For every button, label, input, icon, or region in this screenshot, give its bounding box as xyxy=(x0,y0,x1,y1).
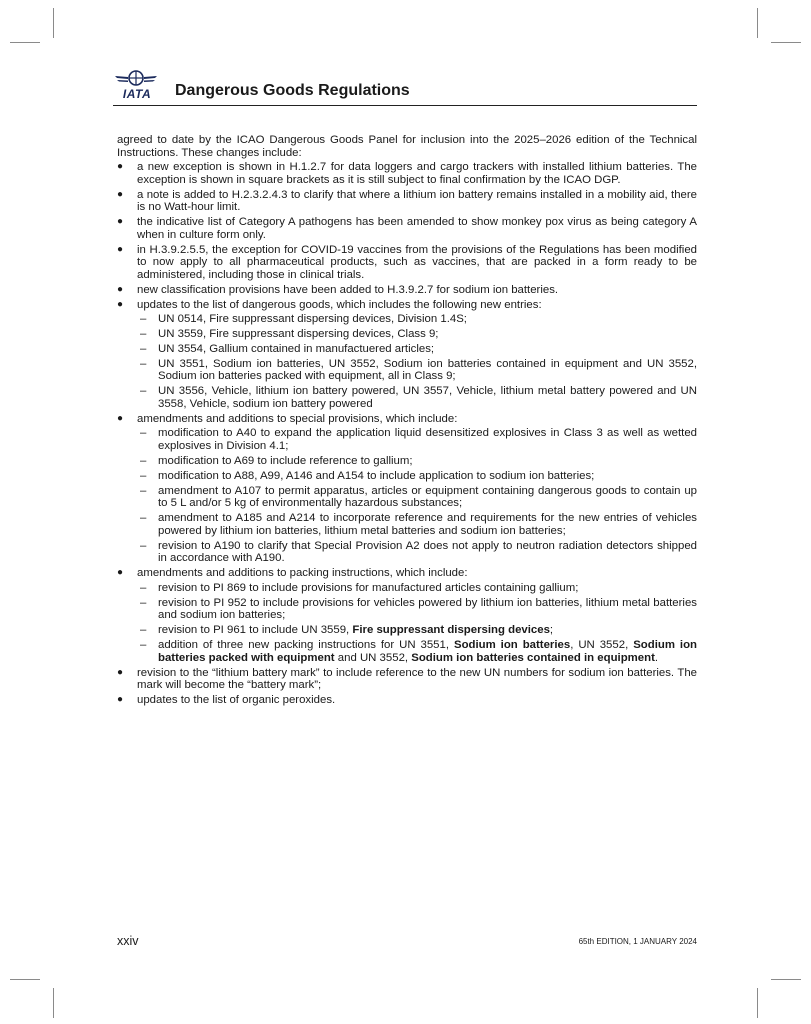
text-segment: . xyxy=(654,651,659,664)
intro-paragraph: agreed to date by the ICAO Dangerous Goods Panel for inclusion into the 2025–2026 edition of the Technical Instructions. These changes include: xyxy=(117,134,697,159)
sub-list-item-text xyxy=(158,313,467,325)
text-segment: amendment to A185 and A214 to incorporate reference and requirements for the new entries of vehicles powered by lithium ion batteries, lithium metal batteries and sodium ion batteries; xyxy=(158,512,697,537)
bullet-icon: ● xyxy=(117,243,124,255)
list-item xyxy=(117,244,697,282)
list-item-text xyxy=(137,694,335,706)
text-segment: revision to PI 869 to include provisions for manufactured articles containing gallium; xyxy=(158,581,579,594)
crop-mark xyxy=(10,979,40,980)
list-item-text xyxy=(137,244,697,281)
text-segment: in H.3.9.2.5.5, the exception for COVID-19 vaccines from the provisions of the Regulations has been modified to now apply to all pharmaceutical products, such as vaccines, that are packed in a form ready to be administered, including those in clinical trials. xyxy=(137,243,697,281)
bullet-icon: ● xyxy=(117,216,124,228)
text-segment: a new exception is shown in H.1.2.7 for data loggers and cargo trackers with installed lithium batteries. The exception is shown in square brackets as it is still subject to final confirmation by the ICAO DGP. xyxy=(137,161,697,186)
sub-list-item xyxy=(137,328,697,341)
dash-icon: – xyxy=(140,581,147,594)
sub-list-item xyxy=(137,343,697,356)
bullet-icon: ● xyxy=(117,188,124,200)
text-segment: UN 3554, Gallium contained in manufactuered articles; xyxy=(158,342,435,355)
logo-text: IATA xyxy=(122,87,152,101)
dash-icon: – xyxy=(140,624,147,637)
iata-logo xyxy=(113,68,159,102)
crop-mark xyxy=(53,8,54,38)
sub-list-item-text xyxy=(158,512,697,537)
bullet-icon: ● xyxy=(117,412,124,424)
bold-text: Sodium ion batteries xyxy=(453,639,571,652)
text-segment: and UN 3552, xyxy=(334,651,412,664)
bullet-icon: ● xyxy=(117,666,124,678)
sub-list-item xyxy=(137,427,697,452)
sub-list-item xyxy=(137,455,697,468)
text-segment: ; xyxy=(549,624,554,637)
text-segment: amendments and additions to packing instructions, which include: xyxy=(137,567,468,580)
bullet-icon: ● xyxy=(117,298,124,310)
sub-list-item xyxy=(137,582,697,595)
list-item-text xyxy=(137,284,558,296)
sub-list xyxy=(137,582,697,664)
sub-list xyxy=(137,313,697,410)
document-body xyxy=(117,134,697,709)
dash-icon: – xyxy=(140,313,147,326)
list-item xyxy=(117,694,697,707)
text-segment: the indicative list of Category A pathogens has been amended to show monkey pox virus as being category A when in culture form only. xyxy=(137,216,697,241)
sub-list-item-text xyxy=(158,385,697,410)
list-item-text xyxy=(137,189,697,214)
sub-list-item-text xyxy=(158,624,553,636)
list-item-text xyxy=(137,413,457,425)
list-item-text xyxy=(137,567,468,579)
text-segment: new classification provisions have been added to H.3.9.2.7 for sodium ion batteries. xyxy=(137,283,559,296)
sub-list-item-text xyxy=(158,485,697,510)
sub-list-item-text xyxy=(158,582,578,594)
text-segment: amendments and additions to special provisions, which include: xyxy=(137,412,458,425)
text-segment: amendment to A107 to permit apparatus, articles or equipment containing dangerous goods to contain up to 5 L and/or 5 kg of environmentally hazardous substances; xyxy=(158,484,697,510)
list-item xyxy=(117,161,697,186)
sub-list-item-text xyxy=(158,358,697,383)
text-segment: modification to A40 to expand the application liquid desensitized explosives in Class 3 as well as wetted explosives in Division 4.1; xyxy=(158,427,697,453)
crop-mark xyxy=(53,988,54,1018)
sub-list-item-text xyxy=(158,639,697,664)
page-header xyxy=(113,68,697,106)
sub-list-item xyxy=(137,485,697,510)
list-item xyxy=(117,413,697,565)
dash-icon: – xyxy=(140,539,147,552)
sub-list-item-text xyxy=(158,427,697,452)
text-segment: modification to A88, A99, A146 and A154 to include application to sodium ion batteries; xyxy=(158,469,595,482)
dash-icon: – xyxy=(140,357,147,370)
page-title: Dangerous Goods Regulations xyxy=(175,82,410,99)
sub-list-item-text xyxy=(158,328,438,340)
text-segment: revision to A190 to clarify that Special Provision A2 does not apply to neutron radiation detectors shipped in accordance with A190. xyxy=(158,539,697,565)
crop-mark xyxy=(10,42,40,43)
sub-list xyxy=(137,427,697,564)
list-item-text xyxy=(137,299,542,311)
dash-icon: – xyxy=(140,454,147,467)
crop-mark xyxy=(771,42,801,43)
dash-icon: – xyxy=(140,342,147,355)
dash-icon: – xyxy=(140,484,147,497)
list-item-text xyxy=(137,161,697,186)
list-item xyxy=(117,667,697,692)
text-segment: revision to the “lithium battery mark” to include reference to the new UN numbers for sodium ion batteries. The mark will become the “battery mark”; xyxy=(137,666,697,692)
sub-list-item xyxy=(137,470,697,483)
dash-icon: – xyxy=(140,596,147,609)
sub-list-item-text xyxy=(158,343,434,355)
bullet-icon: ● xyxy=(117,283,124,295)
list-item-text xyxy=(137,216,697,241)
sub-list-item xyxy=(137,639,697,664)
list-item xyxy=(117,299,697,411)
dash-icon: – xyxy=(140,639,147,652)
list-item-text xyxy=(137,667,697,692)
text-segment: updates to the list of organic peroxides. xyxy=(137,693,336,706)
text-segment: updates to the list of dangerous goods, which includes the following new entries: xyxy=(137,298,542,311)
bold-text: Sodium ion batteries contained in equipment xyxy=(411,651,655,664)
sub-list-item xyxy=(137,597,697,622)
text-segment: UN 3556, Vehicle, lithium ion battery powered, UN 3557, Vehicle, lithium metal battery powered and UN 3558, Vehicle, sodium ion battery powered xyxy=(158,385,697,410)
crop-mark xyxy=(771,979,801,980)
text-segment: revision to PI 952 to include provisions for vehicles powered by lithium ion batteries, lithium metal batteries and sodium ion batteries; xyxy=(158,596,697,622)
crop-mark xyxy=(757,8,758,38)
text-segment: , UN 3552, xyxy=(570,639,634,652)
sub-list-item xyxy=(137,624,697,637)
bullet-icon: ● xyxy=(117,567,124,579)
edition-label: 65th EDITION, 1 JANUARY 2024 xyxy=(578,937,697,946)
text-segment: addition of three new packing instructions for UN 3551, xyxy=(158,639,454,652)
text-segment: UN 3559, Fire suppressant dispersing devices, Class 9; xyxy=(158,328,439,341)
sub-list-item-text xyxy=(158,470,594,482)
sub-list-item xyxy=(137,385,697,410)
dash-icon: – xyxy=(140,512,147,525)
list-item xyxy=(117,189,697,214)
list-item xyxy=(117,216,697,241)
list-item xyxy=(117,284,697,297)
dash-icon: – xyxy=(140,427,147,440)
dash-icon: – xyxy=(140,328,147,341)
changes-list xyxy=(117,161,697,706)
text-segment: a note is added to H.2.3.2.4.3 to clarify that where a lithium ion battery remains installed in a mobility aid, there is no Watt-hour limit. xyxy=(137,188,697,214)
sub-list-item-text xyxy=(158,540,697,565)
sub-list-item xyxy=(137,512,697,537)
sub-list-item xyxy=(137,540,697,565)
list-item xyxy=(117,567,697,664)
sub-list-item xyxy=(137,358,697,383)
bold-text: Sodium ion batteries packed with equipment xyxy=(158,639,697,664)
crop-mark xyxy=(757,988,758,1018)
bullet-icon: ● xyxy=(117,693,124,705)
text-segment: UN 0514, Fire suppressant dispersing devices, Division 1.4S; xyxy=(158,313,467,326)
sub-list-item xyxy=(137,313,697,326)
bullet-icon: ● xyxy=(117,161,124,173)
sub-list-item-text xyxy=(158,455,413,467)
text-segment: modification to A69 to include reference to gallium; xyxy=(158,454,413,467)
bold-text: Fire suppressant dispersing devices xyxy=(352,624,550,637)
text-segment: revision to PI 961 to include UN 3559, xyxy=(158,624,353,637)
page-number: xxiv xyxy=(117,934,139,948)
dash-icon: – xyxy=(140,385,147,398)
text-segment: UN 3551, Sodium ion batteries, UN 3552, Sodium ion batteries contained in equipment and UN 3552, Sodium ion batteries packed with equipment, all in Class 9; xyxy=(158,357,697,383)
dash-icon: – xyxy=(140,469,147,482)
sub-list-item-text xyxy=(158,597,697,622)
